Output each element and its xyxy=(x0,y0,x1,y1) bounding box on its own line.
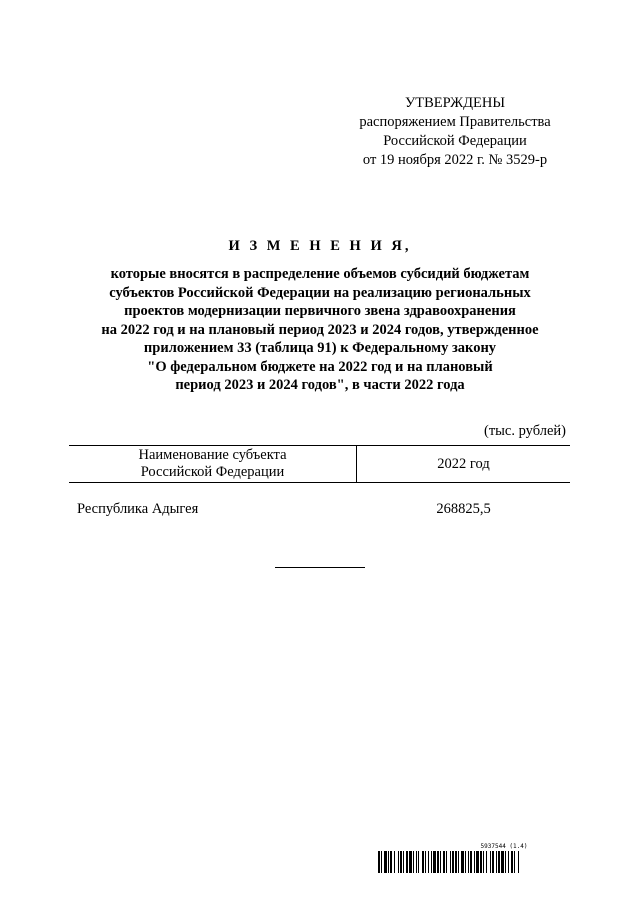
barcode-image xyxy=(378,851,610,873)
subtitle-line: которые вносятся в распределение объемов субсидий бюджетам xyxy=(110,266,530,282)
subtitle-line: "О федеральном бюджете на 2022 год и на плановый xyxy=(147,358,493,375)
document-subtitle xyxy=(70,265,570,395)
barcode-block xyxy=(378,843,610,873)
table-header xyxy=(69,445,570,483)
header-year-cell: 2022 год xyxy=(437,456,490,472)
header-name-line-1: Наименование субъекта xyxy=(138,447,287,463)
subsidy-table xyxy=(69,445,570,518)
header-name-line-2: Российской Федерации xyxy=(140,464,285,480)
subtitle-line: на 2022 год и на плановый период 2023 и 2024 годов, утвержденное xyxy=(101,321,539,338)
subtitle-line: субъектов Российской Федерации на реализацию региональных xyxy=(109,284,531,301)
subtitle-line: приложением 33 (таблица 91) к Федеральному закону xyxy=(143,340,497,356)
barcode-number: 5937544 (1.4) xyxy=(480,843,528,850)
document-title: И З М Е Н Е Н И Я, xyxy=(228,238,412,254)
subtitle-line: период 2023 и 2024 годов", в части 2022 года xyxy=(175,377,465,393)
table-row xyxy=(69,501,570,518)
region-value: 268825,5 xyxy=(436,501,491,517)
subtitle-line: проектов модернизации первичного звена здравоохранения xyxy=(124,303,516,319)
approval-line-2: Российской Федерации xyxy=(383,133,527,149)
approval-line-1: распоряжением Правительства xyxy=(359,114,551,130)
barcode-bar xyxy=(519,851,521,873)
approval-block xyxy=(330,94,580,170)
units-label: (тыс. рублей) xyxy=(484,423,566,439)
header-name-cell xyxy=(69,446,357,482)
end-divider xyxy=(275,567,365,568)
region-name: Республика Адыгея xyxy=(77,501,199,517)
approval-heading: УТВЕРЖДЕНЫ xyxy=(404,95,506,111)
approval-line-3: от 19 ноября 2022 г. № 3529-р xyxy=(362,152,548,168)
